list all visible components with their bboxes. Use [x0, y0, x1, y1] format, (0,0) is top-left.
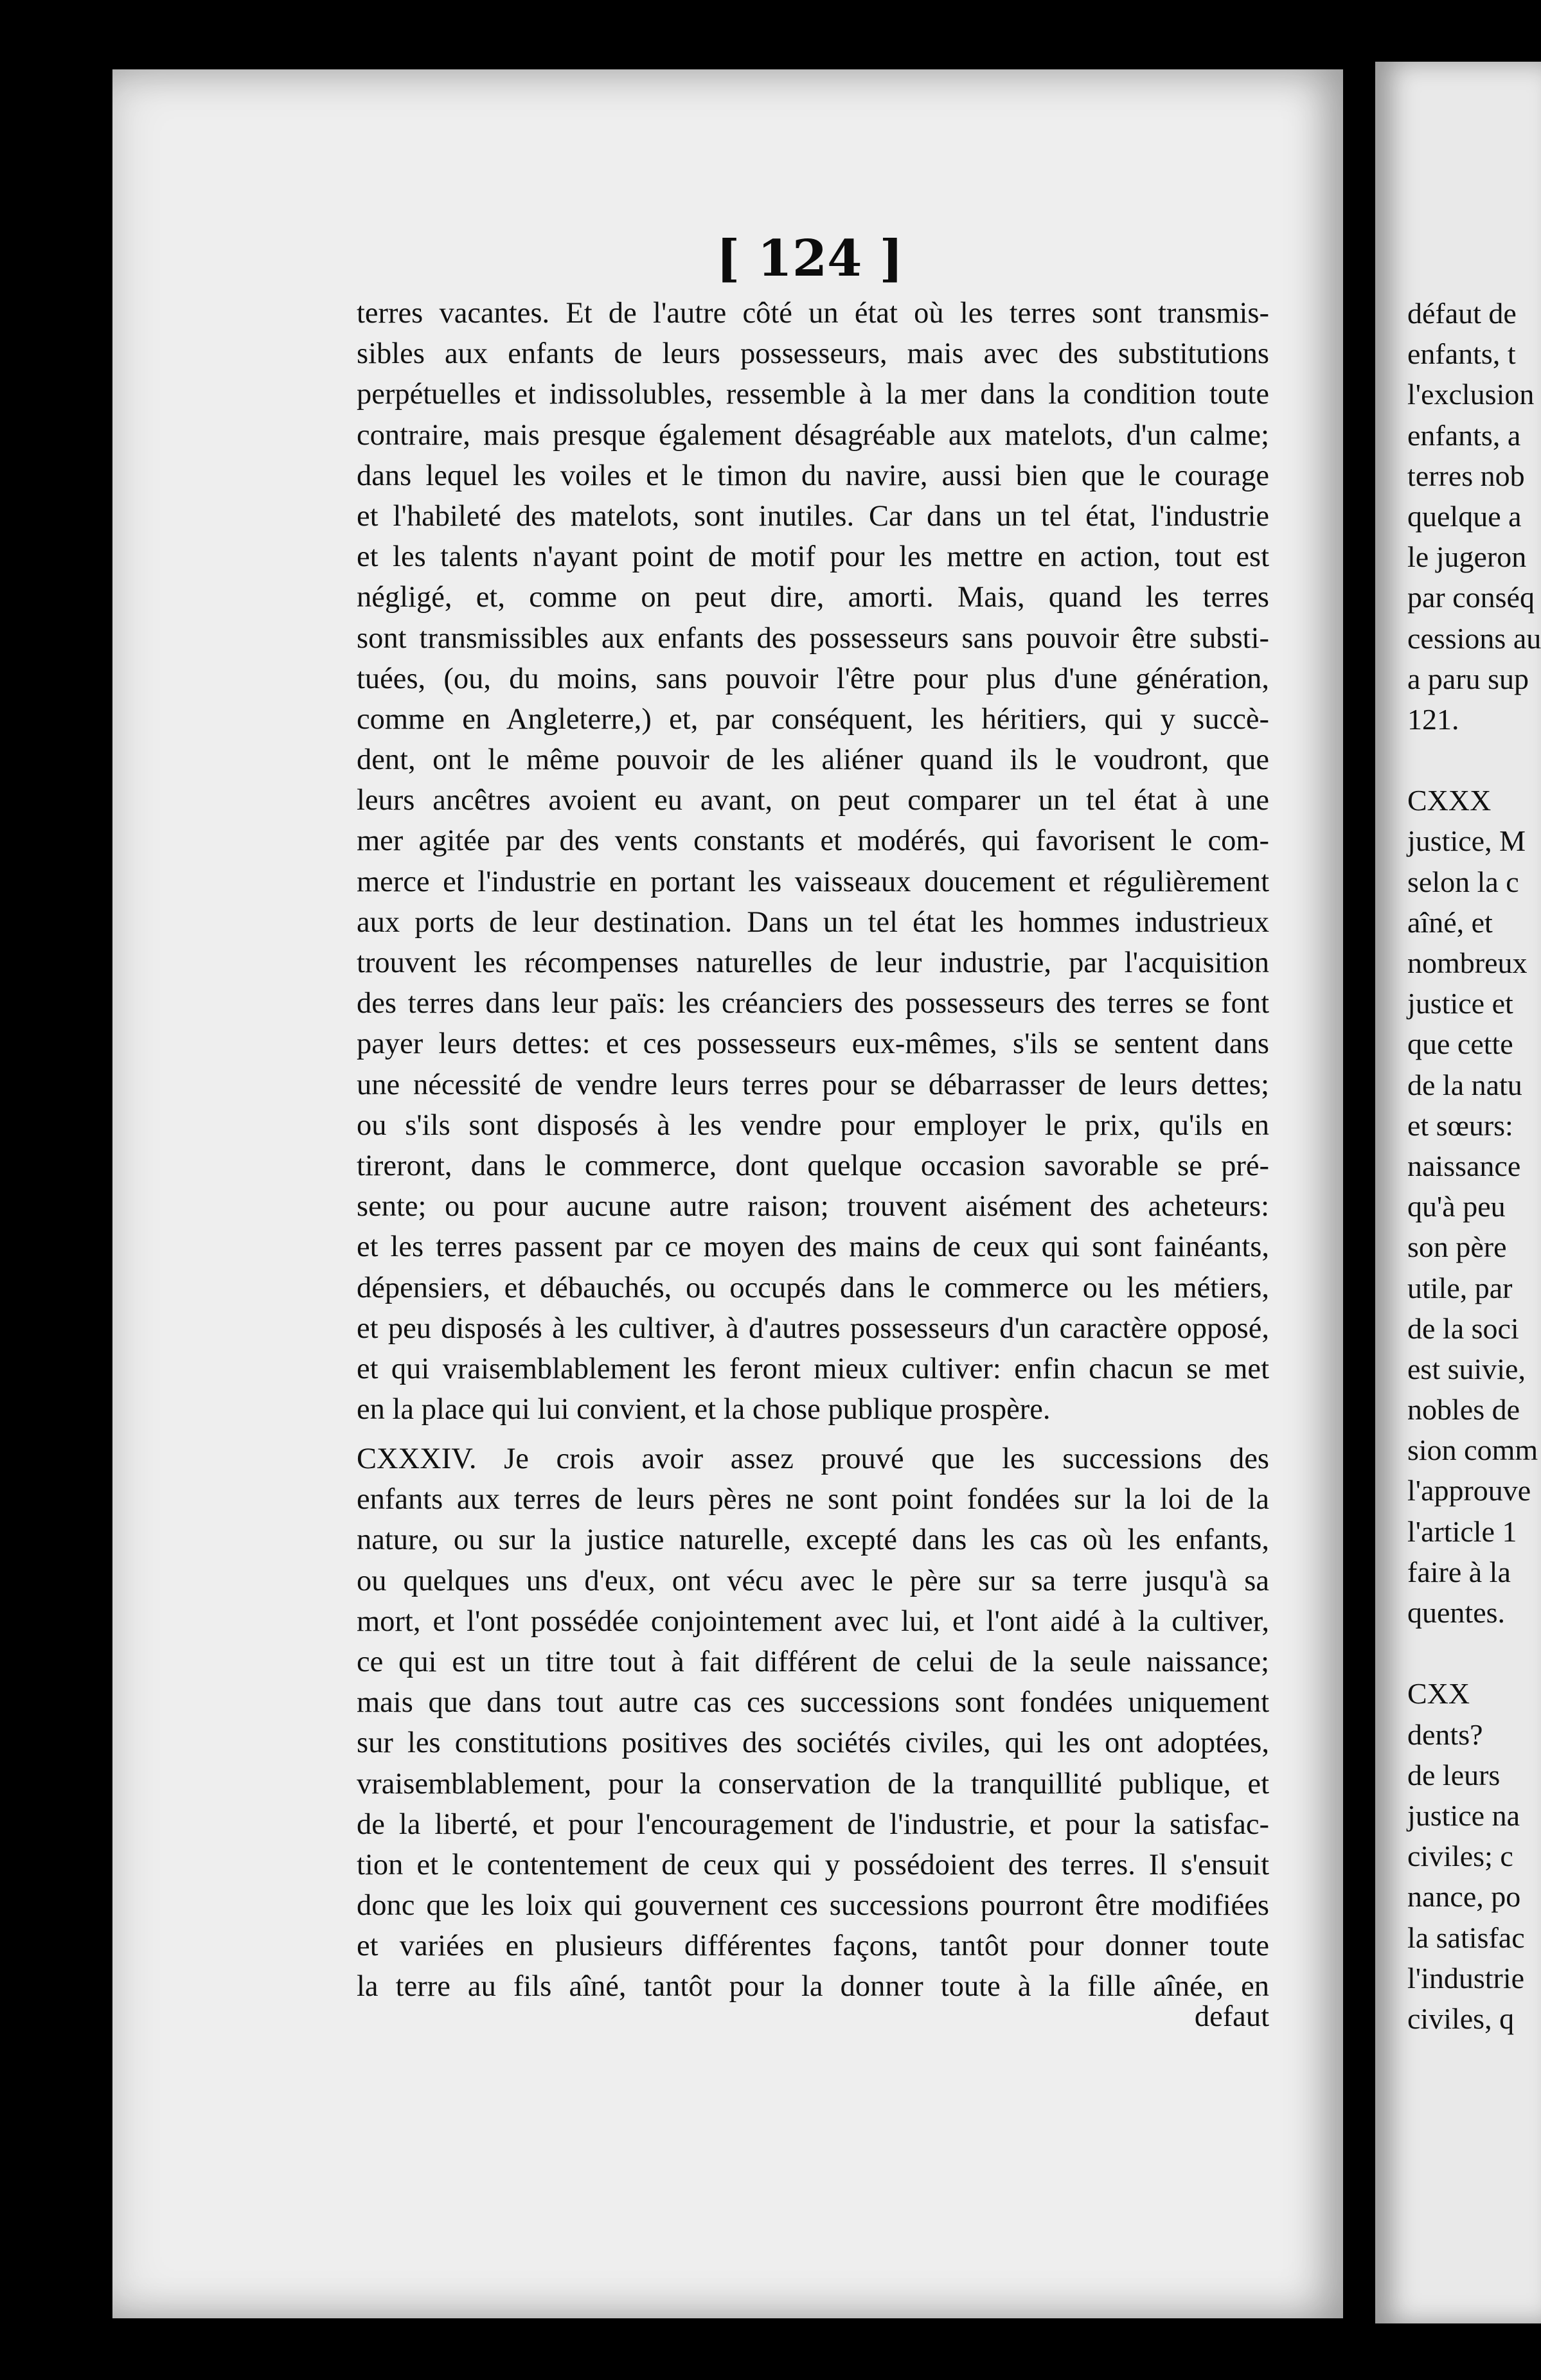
- facing-text-line: [1407, 740, 1541, 780]
- facing-text-line: la satisfac: [1407, 1921, 1525, 1954]
- paragraph-1: [357, 293, 1269, 1430]
- facing-text-line: l'article 1: [1407, 1514, 1517, 1548]
- text-line: tion et le contentement de ceux qui y possédoient des terres. Il s'ensuit: [357, 1848, 1269, 1881]
- facing-text-line: défaut de: [1407, 297, 1517, 330]
- text-line: en la place qui lui convient, et la chose publique prospère.: [357, 1393, 1051, 1426]
- text-line: mais que dans tout autre cas ces successions sont fondées uniquement: [357, 1686, 1269, 1719]
- text-line: trouvent les récompenses naturelles de leur industrie, par l'acquisition: [357, 946, 1269, 979]
- facing-text-line: quelque a: [1407, 499, 1522, 533]
- text-line: tireront, dans le commerce, dont quelque occasion savorable se pré-: [357, 1149, 1269, 1182]
- text-line: terres vacantes. Et de l'autre côté un état où les terres sont transmis-: [357, 297, 1269, 330]
- facing-text-line: nobles de: [1407, 1393, 1520, 1426]
- facing-text-line: le jugeron: [1407, 540, 1527, 574]
- facing-text-line: selon la c: [1407, 865, 1519, 898]
- facing-text-line: de la soci: [1407, 1311, 1519, 1345]
- facing-text-line: l'exclusion: [1407, 378, 1535, 411]
- text-line: sente; ou pour aucune autre raison; trouvent aisément des acheteurs:: [357, 1190, 1269, 1223]
- text-line: leurs ancêtres avoient eu avant, on peut comparer un tel état à une: [357, 784, 1269, 817]
- text-line: aux ports de leur destination. Dans un tel état les hommes industrieux: [357, 905, 1269, 939]
- text-line: dans lequel les voiles et le timon du navire, aussi bien que le courage: [357, 459, 1269, 492]
- facing-text-line: cessions au: [1407, 621, 1541, 655]
- facing-text-line: a paru sup: [1407, 662, 1529, 695]
- text-line: et les terres passent par ce moyen des mains de ceux qui sont fainéants,: [357, 1230, 1269, 1264]
- facing-text-line: enfants, t: [1407, 337, 1516, 371]
- text-line: de la liberté, et pour l'encouragement de l'industrie, et pour la satisfac-: [357, 1807, 1269, 1841]
- facing-text-line: sion comm: [1407, 1434, 1538, 1467]
- facing-text-line: et sœurs:: [1407, 1108, 1513, 1142]
- text-line: vraisemblablement, pour la conservation de la tranquillité publique, et: [357, 1767, 1269, 1800]
- catchword: defaut: [1194, 2000, 1269, 2033]
- facing-text-line: par conséq: [1407, 581, 1535, 614]
- facing-text-line: justice na: [1407, 1798, 1520, 1832]
- facing-text-line: de la natu: [1407, 1068, 1522, 1101]
- facing-text-line: terres nob: [1407, 459, 1525, 492]
- text-line: négligé, et, comme on peut dire, amorti. Mais, quand les terres: [357, 581, 1269, 614]
- text-line: mer agitée par des vents constants et modérés, qui favorisent le com-: [357, 824, 1269, 858]
- text-line: perpétuelles et indissolubles, ressemble à la mer dans la condition toute: [357, 378, 1269, 411]
- facing-text-line: son père: [1407, 1230, 1507, 1264]
- text-line: tuées, (ou, du moins, sans pouvoir l'être pour plus d'une génération,: [357, 662, 1269, 695]
- text-line: sibles aux enfants de leurs possesseurs, mais avec des substitutions: [357, 337, 1269, 371]
- facing-text-line: faire à la: [1407, 1555, 1511, 1588]
- text-line: dent, ont le même pouvoir de les aliéner quand ils le voudront, que: [357, 743, 1269, 777]
- facing-text-line: justice, M: [1407, 824, 1526, 858]
- facing-text-line: nance, po: [1407, 1880, 1521, 1914]
- text-line: CXXXIV. Je crois avoir assez prouvé que les successions des: [357, 1443, 1269, 1475]
- facing-text-line: quentes.: [1407, 1596, 1506, 1629]
- text-line: payer leurs dettes: et ces possesseurs eux-mêmes, s'ils se sentent dans: [357, 1027, 1269, 1061]
- text-line: et qui vraisemblablement les feront mieux cultiver: enfin chacun se met: [357, 1352, 1269, 1385]
- facing-text-line: que cette: [1407, 1027, 1513, 1061]
- text-line: dépensiers, et débauchés, ou occupés dans le commerce ou les métiers,: [357, 1271, 1269, 1304]
- text-line: sur les constitutions positives des sociétés civiles, qui les ont adoptées,: [357, 1727, 1269, 1760]
- text-line: des terres dans leur païs: les créanciers des possesseurs des terres se font: [357, 987, 1269, 1020]
- facing-text-line: civiles; c: [1407, 1840, 1513, 1873]
- text-line: merce et l'industrie en portant les vaisseaux doucement et régulièrement: [357, 865, 1269, 898]
- facing-text-line: dents?: [1407, 1718, 1483, 1751]
- facing-text-line: justice et: [1407, 987, 1513, 1020]
- facing-text-line: est suivie,: [1407, 1352, 1526, 1385]
- facing-text-line: de leurs: [1407, 1758, 1501, 1791]
- text-line: et variées en plusieurs différentes façons, tantôt pour donner toute: [357, 1930, 1269, 1963]
- facing-text-line: aîné, et: [1407, 905, 1493, 939]
- text-line: et les talents n'ayant point de motif pour les mettre en action, tout est: [357, 540, 1269, 574]
- facing-text-line: CXXX: [1407, 784, 1492, 817]
- facing-text-line: [1407, 1633, 1541, 1673]
- text-line: nature, ou sur la justice naturelle, excepté dans les cas où les enfants,: [357, 1523, 1269, 1557]
- text-line: sont transmissibles aux enfants des possesseurs sans pouvoir être substi-: [357, 621, 1269, 655]
- facing-text-line: nombreux: [1407, 946, 1528, 979]
- text-line: enfants aux terres de leurs pères ne sont point fondées sur la loi de la: [357, 1483, 1269, 1516]
- facing-text-line: l'approuve: [1407, 1474, 1531, 1507]
- facing-text-line: civiles, q: [1407, 2002, 1515, 2035]
- text-line: contraire, mais presque également désagréable aux matelots, d'un calme;: [357, 418, 1269, 452]
- text-line: ou s'ils sont disposés à les vendre pour employer le prix, qu'ils en: [357, 1108, 1269, 1142]
- text-line: et peu disposés à les cultiver, à d'autres possesseurs d'un caractère opposé,: [357, 1311, 1269, 1345]
- page-number: [ 124 ]: [716, 229, 904, 288]
- text-line: et l'habileté des matelots, sont inutiles. Car dans un tel état, l'industrie: [357, 499, 1269, 533]
- facing-text-line: 121.: [1407, 702, 1459, 736]
- paragraph-2: [357, 1439, 1269, 2007]
- text-line: ou quelques uns d'eux, ont vécu avec le père sur sa terre jusqu'à sa: [357, 1564, 1269, 1597]
- facing-text-line: enfants, a: [1407, 418, 1521, 452]
- text-line: mort, et l'ont possédée conjointement avec lui, et l'ont aidé à la cultiver,: [357, 1604, 1269, 1638]
- facing-text-line: qu'à peu: [1407, 1190, 1506, 1223]
- facing-text-line: utile, par: [1407, 1271, 1513, 1304]
- facing-text-line: l'industrie: [1407, 1961, 1525, 1994]
- facing-text-line: naissance: [1407, 1149, 1521, 1182]
- facing-page-text: [1407, 293, 1541, 2039]
- text-line: la terre au fils aîné, tantôt pour la donner toute à la fille aînée, en: [357, 1970, 1269, 2003]
- text-line: donc que les loix qui gouvernent ces successions pourront être modifiées: [357, 1889, 1269, 1923]
- text-line: comme en Angleterre,) et, par conséquent, les héritiers, qui y succè-: [357, 702, 1269, 736]
- text-line: ce qui est un titre tout à fait différent de celui de la seule naissance;: [357, 1645, 1269, 1678]
- facing-text-line: CXX: [1407, 1677, 1470, 1710]
- text-line: une nécessité de vendre leurs terres pour se débarrasser de leurs dettes;: [357, 1068, 1269, 1101]
